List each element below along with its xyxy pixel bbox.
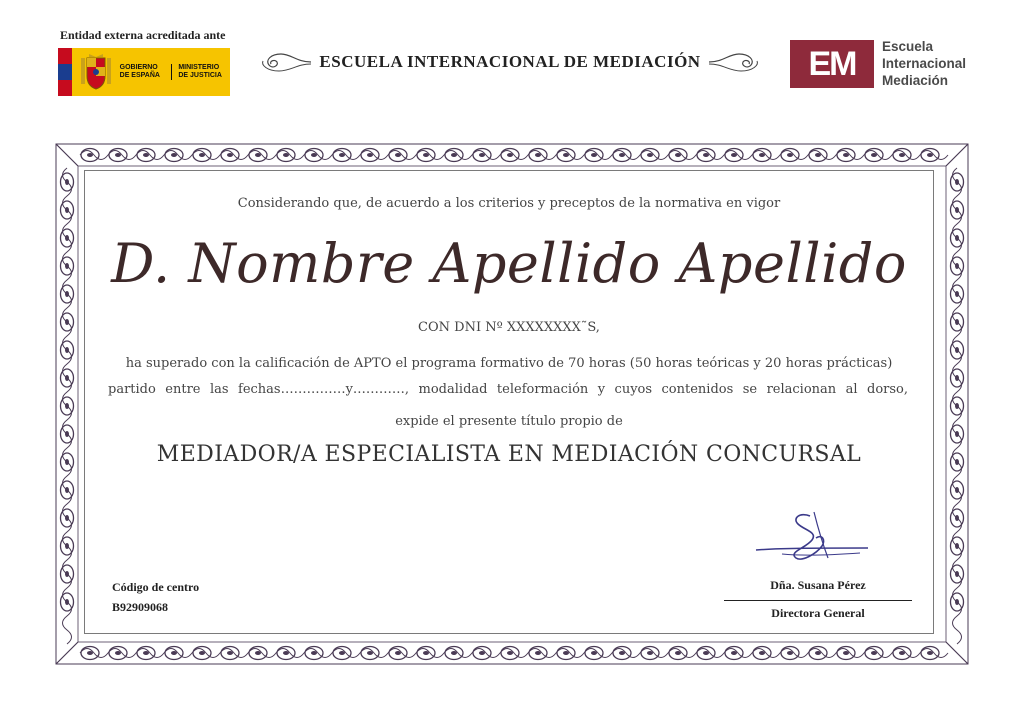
frame-ornament <box>501 149 519 162</box>
signatory-role: Directora General <box>771 606 865 620</box>
frame-ornament <box>837 149 855 162</box>
school-title-banner <box>245 46 775 78</box>
frame-ornament <box>669 149 687 162</box>
frame-ornament <box>277 149 295 162</box>
frame-ornament <box>361 647 379 660</box>
frame-ornament <box>417 647 435 660</box>
frame-ornament <box>613 149 631 162</box>
signature-icon <box>752 508 872 568</box>
frame-ornament <box>865 647 883 660</box>
frame-ornament <box>445 647 463 660</box>
signature-line <box>724 600 912 601</box>
ministry-line-1: MINISTERIO <box>178 64 220 71</box>
frame-ornament <box>529 149 547 162</box>
frame-ornament <box>277 647 295 660</box>
frame-ornament <box>641 647 659 660</box>
frame-ornament <box>921 647 939 660</box>
frame-ornament <box>753 647 771 660</box>
spain-flag-icon <box>58 48 72 96</box>
frame-ornament <box>417 149 435 162</box>
frame-ornament <box>81 647 99 660</box>
frame-ornament <box>697 149 715 162</box>
frame-ornament <box>669 647 687 660</box>
frame-ornament <box>193 647 211 660</box>
frame-ornament <box>109 149 127 162</box>
frame-ornament <box>333 149 351 162</box>
gov-line-2: DE ESPAÑA <box>119 72 160 79</box>
school-title: ESCUELA INTERNACIONAL DE MEDIACIÓN <box>319 52 701 71</box>
frame-ornament <box>165 149 183 162</box>
frame-ornament <box>165 647 183 660</box>
government-logo <box>58 48 230 96</box>
frame-ornament <box>361 149 379 162</box>
frame-ornament <box>333 647 351 660</box>
frame-ornament <box>529 647 547 660</box>
frame-ornament <box>809 149 827 162</box>
em-logo-text <box>882 38 966 89</box>
em-logo-line-1: Escuela <box>882 39 934 54</box>
center-code-value: B92909068 <box>112 600 169 614</box>
frame-ornament <box>781 647 799 660</box>
frame-ornament <box>389 149 407 162</box>
frame-ornament <box>109 647 127 660</box>
center-code-label: Código de centro <box>112 580 200 594</box>
accredited-label: Entidad externa acreditada ante <box>60 28 226 42</box>
frame-ornament <box>613 647 631 660</box>
body-line-2: partido entre las fechas……………y…………, modalidad teleformación y cuyos contenidos se relacionan al dorso, <box>108 382 908 397</box>
signatory-name: Dña. Susana Pérez <box>770 578 866 592</box>
frame-ornament <box>473 149 491 162</box>
frame-ornament <box>249 647 267 660</box>
frame-ornament <box>725 149 743 162</box>
frame-ornament <box>473 647 491 660</box>
frame-ornament <box>137 647 155 660</box>
flourish-right-icon <box>707 51 763 73</box>
gov-line-1: GOBIERNO <box>119 64 158 71</box>
ministry-name-text <box>171 64 230 80</box>
em-logo-line-2: Internacional <box>882 56 967 71</box>
frame-ornament <box>81 149 99 162</box>
body-line-3: expide el presente título propio de <box>395 414 623 429</box>
degree-title: MEDIADOR/A ESPECIALISTA EN MEDIACIÓN CONCURSAL <box>156 442 862 467</box>
frame-ornament <box>893 647 911 660</box>
frame-ornament <box>557 149 575 162</box>
frame-ornament <box>893 149 911 162</box>
frame-ornament <box>837 647 855 660</box>
frame-ornament <box>501 647 519 660</box>
considerando-text: Considerando que, de acuerdo a los criterios y preceptos de la normativa en vigor <box>237 196 781 211</box>
em-logo <box>790 40 874 88</box>
frame-ornament <box>445 149 463 162</box>
frame-ornament <box>753 149 771 162</box>
coat-of-arms-icon <box>76 50 116 94</box>
frame-ornament <box>221 149 239 162</box>
frame-ornament <box>809 647 827 660</box>
frame-ornament <box>641 149 659 162</box>
frame-ornament <box>249 149 267 162</box>
frame-ornament <box>921 149 939 162</box>
frame-ornament <box>305 647 323 660</box>
frame-ornament <box>697 647 715 660</box>
frame-ornament <box>781 149 799 162</box>
frame-ornament <box>389 647 407 660</box>
frame-ornament <box>865 149 883 162</box>
frame-ornament <box>193 149 211 162</box>
frame-ornament <box>585 647 603 660</box>
dni-text: CON DNI Nº XXXXXXXX˜S, <box>418 320 600 335</box>
gov-name-text <box>116 64 168 80</box>
flourish-left-icon <box>257 51 313 73</box>
ministry-line-2: DE JUSTICIA <box>178 72 222 79</box>
frame-ornament <box>305 149 323 162</box>
frame-ornament <box>585 149 603 162</box>
recipient-name: D. Nombre Apellido Apellido <box>111 232 907 295</box>
frame-ornament <box>221 647 239 660</box>
frame-ornament <box>557 647 575 660</box>
body-line-1: ha superado con la calificación de APTO el programa formativo de 70 horas (50 horas teóricas y 20 horas prácticas) <box>125 356 893 371</box>
frame-ornament <box>137 149 155 162</box>
em-logo-line-3: Mediación <box>882 73 949 88</box>
frame-ornament <box>725 647 743 660</box>
em-logo-letters: EM <box>808 44 856 83</box>
